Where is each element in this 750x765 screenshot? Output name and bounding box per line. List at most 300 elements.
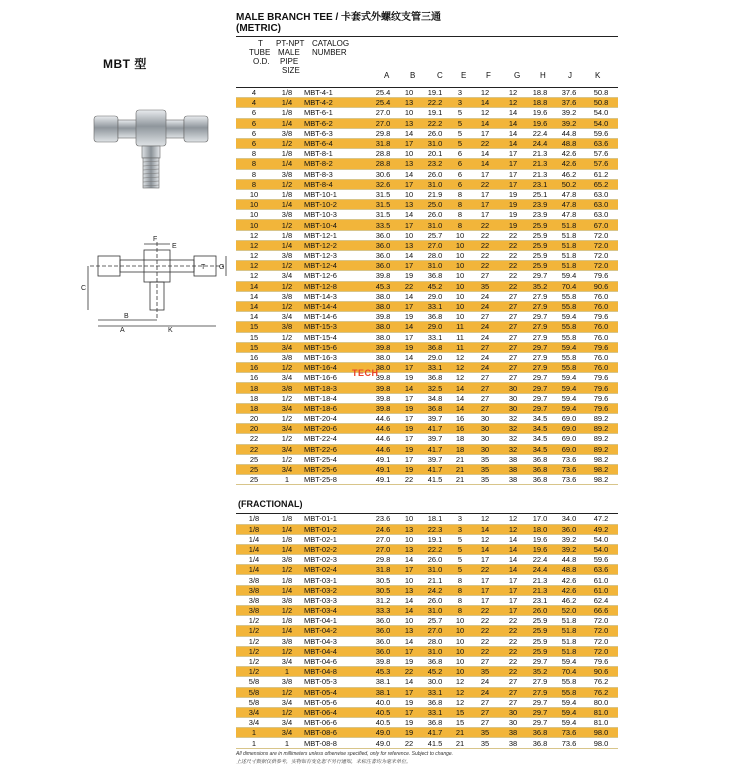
product-model-label: MBT 型 — [103, 57, 147, 71]
table-row — [236, 189, 618, 199]
table-cell: 1/2 — [236, 656, 272, 666]
column-headers — [236, 37, 618, 87]
table-cell: 27.9 — [526, 301, 554, 311]
table-cell: 10 — [450, 230, 470, 240]
table-cell: MBT-6-2 — [302, 118, 368, 128]
table-cell: 17 — [470, 595, 500, 605]
table-cell: MBT-20-4 — [302, 414, 368, 424]
table-cell: 30 — [500, 718, 526, 728]
table-cell: 37.6 — [554, 98, 584, 108]
table-cell: MBT-16-6 — [302, 373, 368, 383]
table-cell: 17 — [398, 301, 420, 311]
table-cell: 72.0 — [584, 626, 618, 636]
table-cell: 14 — [500, 128, 526, 138]
table-row — [236, 291, 618, 301]
table-row — [236, 179, 618, 189]
header-catalog: CATALOG — [312, 39, 350, 48]
table-cell: 33.1 — [420, 363, 450, 373]
table-cell: 73.6 — [554, 475, 584, 485]
table-cell: 22 — [470, 606, 500, 616]
table-cell: 29.7 — [526, 393, 554, 403]
table-cell: 39.2 — [554, 118, 584, 128]
table-row — [236, 301, 618, 311]
table-cell: 33.3 — [368, 606, 398, 616]
table-cell: 59.6 — [584, 128, 618, 138]
table-cell: 22 — [470, 179, 500, 189]
table-cell: 5 — [450, 118, 470, 128]
table-cell: 76.0 — [584, 332, 618, 342]
table-cell: 16 — [450, 414, 470, 424]
table-cell: 27.0 — [420, 626, 450, 636]
table-cell: 1/2 — [272, 565, 302, 575]
table-cell: 38 — [500, 464, 526, 474]
table-cell: 59.4 — [554, 393, 584, 403]
table-cell: 17 — [470, 575, 500, 585]
table-cell: 10 — [398, 108, 420, 118]
table-cell: 6 — [236, 128, 272, 138]
table-cell: 28.8 — [368, 149, 398, 159]
table-cell: 17 — [398, 454, 420, 464]
table-cell: 36.8 — [420, 718, 450, 728]
table-cell: 12 — [450, 373, 470, 383]
table-row — [236, 544, 618, 554]
table-cell: 8 — [236, 159, 272, 169]
table-cell: 22 — [500, 251, 526, 261]
table-cell: 13 — [398, 626, 420, 636]
table-cell: 22.2 — [420, 98, 450, 108]
table-cell: 25.4 — [368, 88, 398, 98]
table-cell: 19 — [398, 718, 420, 728]
table-cell: 12 — [236, 230, 272, 240]
table-cell: 15 — [236, 342, 272, 352]
table-cell: 5 — [450, 555, 470, 565]
table-cell: 1 — [272, 667, 302, 677]
table-cell: 39.7 — [420, 454, 450, 464]
table-cell: 3/4 — [272, 656, 302, 666]
table-cell: 44.8 — [554, 128, 584, 138]
table-cell: 1/2 — [272, 281, 302, 291]
table-cell: 14 — [470, 524, 500, 534]
header-j: J — [568, 71, 572, 80]
table-cell: 36.8 — [420, 697, 450, 707]
table-cell: 55.8 — [554, 332, 584, 342]
table-cell: 17 — [500, 169, 526, 179]
table-cell: MBT-25-6 — [302, 464, 368, 474]
table-cell: 22 — [500, 230, 526, 240]
table-cell: 1/8 — [236, 514, 272, 524]
table-cell: 30 — [470, 414, 500, 424]
table-cell: MBT-12-6 — [302, 271, 368, 281]
table-cell: MBT-12-2 — [302, 240, 368, 250]
table-cell: 1 — [236, 738, 272, 748]
table-cell: 8 — [236, 179, 272, 189]
table-cell: 30 — [500, 383, 526, 393]
table-cell: 21.3 — [526, 575, 554, 585]
table-cell: 40.5 — [368, 707, 398, 717]
table-cell: 24 — [470, 322, 500, 332]
table-cell: 27 — [500, 332, 526, 342]
table-cell: 27 — [470, 342, 500, 352]
table-row — [236, 595, 618, 605]
table-cell: 73.6 — [554, 728, 584, 738]
table-cell: 19.1 — [420, 108, 450, 118]
table-cell: 17 — [470, 169, 500, 179]
header-f: F — [486, 71, 491, 80]
table-cell: 51.8 — [554, 230, 584, 240]
table-cell: 14 — [470, 544, 500, 554]
table-cell: 5 — [450, 138, 470, 148]
table-cell: 1/8 — [272, 575, 302, 585]
table-cell: MBT-10-1 — [302, 189, 368, 199]
table-cell: 22 — [470, 230, 500, 240]
table-cell: 63.0 — [584, 189, 618, 199]
table-cell: 76.0 — [584, 322, 618, 332]
table-cell: 22 — [470, 616, 500, 626]
table-cell: 25.9 — [526, 251, 554, 261]
table-cell: 27 — [470, 271, 500, 281]
table-cell: 17 — [470, 210, 500, 220]
table-cell: MBT-25-8 — [302, 475, 368, 485]
table-cell: 57.6 — [584, 149, 618, 159]
table-cell: MBT-02-3 — [302, 555, 368, 565]
table-cell: 51.8 — [554, 636, 584, 646]
table-cell: 19 — [500, 200, 526, 210]
table-cell: 14 — [470, 159, 500, 169]
table-cell: MBT-02-2 — [302, 544, 368, 554]
table-cell: 54.0 — [584, 118, 618, 128]
table-cell: 39.2 — [554, 108, 584, 118]
table-cell: MBT-8-3 — [302, 169, 368, 179]
table-cell: 14 — [236, 312, 272, 322]
table-cell: 36.8 — [526, 738, 554, 748]
table-cell: 1/4 — [272, 240, 302, 250]
table-cell: 3/8 — [236, 595, 272, 605]
table-cell: 1/8 — [272, 108, 302, 118]
table-cell: MBT-03-1 — [302, 575, 368, 585]
table-row — [236, 555, 618, 565]
table-cell: 44.6 — [368, 444, 398, 454]
table-cell: 31.5 — [368, 200, 398, 210]
table-cell: 79.6 — [584, 656, 618, 666]
table-cell: 55.8 — [554, 322, 584, 332]
table-cell: 27.9 — [526, 291, 554, 301]
dimension-drawing — [80, 232, 230, 332]
table-cell: 13 — [398, 200, 420, 210]
table-cell: MBT-03-2 — [302, 585, 368, 595]
table-row — [236, 138, 618, 148]
header-c: C — [437, 71, 443, 80]
table-cell: MBT-18-6 — [302, 403, 368, 413]
table-cell: 32.6 — [368, 179, 398, 189]
header-number: NUMBER — [312, 48, 347, 57]
table-row — [236, 88, 618, 98]
table-cell: 3/4 — [272, 271, 302, 281]
table-cell: MBT-16-3 — [302, 352, 368, 362]
table-cell: 98.2 — [584, 454, 618, 464]
table-cell: 36.8 — [420, 312, 450, 322]
table-cell: 10 — [450, 261, 470, 271]
table-cell: 17 — [398, 414, 420, 424]
table-cell: 30 — [500, 403, 526, 413]
table-cell: 39.7 — [420, 414, 450, 424]
table-cell: 1/8 — [272, 514, 302, 524]
table-cell: 17 — [500, 606, 526, 616]
table-cell: 36.0 — [368, 626, 398, 636]
table-cell: 27.0 — [368, 118, 398, 128]
table-cell: 10 — [398, 189, 420, 199]
table-cell: 13 — [398, 98, 420, 108]
table-cell: 12 — [470, 534, 500, 544]
table-cell: 26.0 — [420, 169, 450, 179]
table-cell: 12 — [470, 108, 500, 118]
table-cell: 11 — [450, 332, 470, 342]
table-cell: 22.3 — [420, 524, 450, 534]
table-cell: 20 — [236, 424, 272, 434]
table-cell: 29.0 — [420, 291, 450, 301]
table-cell: 27 — [500, 342, 526, 352]
table-cell: 3/8 — [272, 169, 302, 179]
table-cell: 79.6 — [584, 373, 618, 383]
table-cell: 46.2 — [554, 595, 584, 605]
table-row — [236, 656, 618, 666]
watermark-logo: TECH — [352, 368, 379, 378]
table-cell: 54.0 — [584, 108, 618, 118]
table-cell: 18 — [236, 403, 272, 413]
table-cell: 69.0 — [554, 414, 584, 424]
table-row — [236, 271, 618, 281]
table-cell: 16 — [450, 424, 470, 434]
header-od: O.D. — [253, 57, 270, 66]
table-cell: 22 — [470, 251, 500, 261]
table-cell: 17 — [398, 138, 420, 148]
table-cell: 57.6 — [584, 159, 618, 169]
table-cell: MBT-12-3 — [302, 251, 368, 261]
table-cell: 72.0 — [584, 251, 618, 261]
table-cell: 10 — [450, 291, 470, 301]
table-cell: 14 — [500, 138, 526, 148]
table-cell: 22 — [500, 626, 526, 636]
table-cell: 24 — [470, 363, 500, 373]
table-cell: 36.8 — [526, 464, 554, 474]
table-cell: 24.6 — [368, 524, 398, 534]
table-cell: 42.6 — [554, 159, 584, 169]
table-cell: 38.0 — [368, 332, 398, 342]
table-row — [236, 464, 618, 474]
table-cell: 14 — [398, 383, 420, 393]
table-cell: 44.6 — [368, 424, 398, 434]
table-cell: 36.0 — [368, 616, 398, 626]
table-cell: 90.6 — [584, 281, 618, 291]
table-cell: MBT-8-4 — [302, 179, 368, 189]
table-cell: 29.7 — [526, 383, 554, 393]
table-cell: 25.7 — [420, 616, 450, 626]
dim-label-f: F — [153, 236, 158, 243]
table-row — [236, 118, 618, 128]
table-cell: 59.4 — [554, 718, 584, 728]
table-cell: 39.2 — [554, 534, 584, 544]
table-cell: MBT-03-3 — [302, 595, 368, 605]
table-cell: 81.0 — [584, 718, 618, 728]
table-cell: 36.8 — [420, 656, 450, 666]
table-row — [236, 565, 618, 575]
table-cell: 1/8 — [272, 88, 302, 98]
table-cell: MBT-22-4 — [302, 434, 368, 444]
table-cell: 59.4 — [554, 342, 584, 352]
table-cell: 3 — [450, 88, 470, 98]
table-cell: 1/8 — [272, 230, 302, 240]
table-cell: 6 — [236, 108, 272, 118]
table-cell: 16 — [236, 352, 272, 362]
table-cell: 59.4 — [554, 383, 584, 393]
table-row — [236, 738, 618, 748]
table-cell: 22 — [500, 271, 526, 281]
table-cell: 12 — [450, 677, 470, 687]
table-cell: 21 — [450, 728, 470, 738]
table-cell: 17 — [470, 585, 500, 595]
table-cell: 27 — [500, 312, 526, 322]
table-cell: 36.8 — [526, 454, 554, 464]
table-cell: 46.2 — [554, 169, 584, 179]
table-cell: 22 — [470, 220, 500, 230]
table-cell: 59.6 — [584, 555, 618, 565]
table-row — [236, 230, 618, 240]
table-cell: 10 — [450, 312, 470, 322]
table-cell: 6 — [450, 169, 470, 179]
table-cell: 22.4 — [526, 555, 554, 565]
table-row — [236, 352, 618, 362]
table-cell: 25.9 — [526, 230, 554, 240]
table-cell: 31.5 — [368, 189, 398, 199]
table-cell: 14 — [398, 322, 420, 332]
table-cell: 13 — [398, 240, 420, 250]
table-row — [236, 707, 618, 717]
table-row — [236, 220, 618, 230]
table-cell: MBT-04-1 — [302, 616, 368, 626]
table-cell: 3/4 — [272, 697, 302, 707]
table-cell: 6 — [236, 118, 272, 128]
header-e: E — [461, 71, 467, 80]
footnote-english: All dimensions are in millimeters unless otherwise specified, only for reference. Subject to change. — [236, 750, 454, 757]
table-cell: 22 — [470, 565, 500, 575]
table-cell: 10 — [398, 149, 420, 159]
table-cell: 22 — [470, 626, 500, 636]
table-cell: 10 — [236, 210, 272, 220]
table-cell: 18.8 — [526, 98, 554, 108]
table-cell: 10 — [450, 646, 470, 656]
table-cell: 23.1 — [526, 179, 554, 189]
table-cell: 1/8 — [272, 189, 302, 199]
table-row — [236, 240, 618, 250]
header-male: MALE — [278, 48, 300, 57]
table-row — [236, 434, 618, 444]
table-cell: 66.6 — [584, 606, 618, 616]
table-cell: 3/8 — [272, 210, 302, 220]
table-cell: 35 — [470, 464, 500, 474]
table-cell: 35.2 — [526, 667, 554, 677]
table-cell: MBT-04-3 — [302, 636, 368, 646]
table-cell: 6 — [450, 179, 470, 189]
table-cell: MBT-22-6 — [302, 444, 368, 454]
table-cell: 22 — [500, 240, 526, 250]
table-cell: 24.2 — [420, 585, 450, 595]
table-cell: 1/2 — [272, 138, 302, 148]
table-cell: 14 — [470, 149, 500, 159]
table-cell: 13 — [398, 159, 420, 169]
table-cell: 3/8 — [272, 595, 302, 605]
table-cell: 3/8 — [272, 352, 302, 362]
table-cell: 10 — [450, 240, 470, 250]
table-cell: 32.5 — [420, 383, 450, 393]
table-cell: 1 — [272, 738, 302, 748]
table-cell: 59.4 — [554, 707, 584, 717]
table-cell: 25.1 — [526, 189, 554, 199]
table-cell: 17 — [398, 565, 420, 575]
table-cell: 34.8 — [420, 393, 450, 403]
table-cell: MBT-10-2 — [302, 200, 368, 210]
table-cell: 51.8 — [554, 261, 584, 271]
table-cell: 25 — [236, 454, 272, 464]
table-cell: 19 — [398, 444, 420, 454]
table-cell: 89.2 — [584, 424, 618, 434]
table-cell: 8 — [450, 585, 470, 595]
table-cell: 14 — [398, 555, 420, 565]
table-cell: 36.0 — [368, 636, 398, 646]
table-cell: MBT-15-3 — [302, 322, 368, 332]
table-cell: 31.8 — [368, 138, 398, 148]
table-cell: 1/2 — [272, 179, 302, 189]
table-cell: 27.9 — [526, 677, 554, 687]
table-cell: 12 — [450, 363, 470, 373]
table-cell: 44.6 — [368, 414, 398, 424]
section-fractional-label: (FRACTIONAL) — [238, 499, 303, 510]
table-cell: 39.8 — [368, 271, 398, 281]
table-cell: 3/4 — [272, 373, 302, 383]
table-row — [236, 128, 618, 138]
table-cell: MBT-01-2 — [302, 524, 368, 534]
table-cell: 27 — [470, 383, 500, 393]
header-b: B — [410, 71, 416, 80]
table-cell: 3/8 — [236, 585, 272, 595]
table-cell: 10 — [236, 220, 272, 230]
table-cell: 10 — [398, 230, 420, 240]
table-cell: 17 — [470, 555, 500, 565]
metric-table — [236, 87, 618, 485]
table-cell: 45.2 — [420, 281, 450, 291]
table-cell: 3/8 — [272, 383, 302, 393]
footnote-chinese: 上述尺寸数据仅供参考，实物如有变化恕不另行通知，未标注者均为毫米单位。 — [236, 758, 412, 765]
table-cell: 3/4 — [272, 403, 302, 413]
table-cell: 14 — [500, 534, 526, 544]
table-cell: 49.0 — [368, 728, 398, 738]
table-cell: 42.6 — [554, 575, 584, 585]
table-cell: 22.2 — [420, 544, 450, 554]
table-row — [236, 363, 618, 373]
table-cell: 27 — [500, 291, 526, 301]
table-cell: 10 — [398, 534, 420, 544]
table-cell: 17 — [500, 149, 526, 159]
table-row — [236, 575, 618, 585]
table-cell: 63.6 — [584, 565, 618, 575]
table-cell: 25.9 — [526, 261, 554, 271]
table-cell: 23.9 — [526, 200, 554, 210]
table-cell: 17 — [398, 646, 420, 656]
table-cell: 10 — [236, 189, 272, 199]
table-cell: 44.8 — [554, 555, 584, 565]
table-cell: 19 — [398, 403, 420, 413]
table-cell: 89.2 — [584, 414, 618, 424]
table-cell: 1/2 — [272, 414, 302, 424]
table-cell: 22 — [470, 240, 500, 250]
